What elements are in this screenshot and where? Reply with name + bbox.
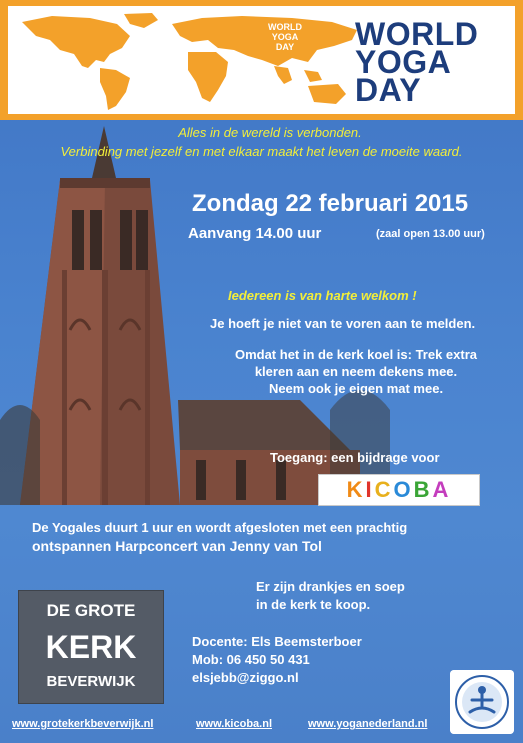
cold-line3: Neem ook je eigen mat mee. <box>268 381 444 396</box>
drinks-line1: Er zijn drankjes en soep <box>256 579 405 594</box>
cold-line1: Omdat het in de kerk koel is: Trek extra <box>234 347 478 362</box>
banner-inner <box>8 6 515 114</box>
header-banner <box>0 0 523 120</box>
drinks-line2: in de kerk te koop. <box>256 597 371 612</box>
admission-text: Toegang: een bijdrage voor <box>270 450 440 465</box>
grote-kerk-logo <box>18 590 164 704</box>
title-line2: YOGA <box>355 44 452 80</box>
contact-info <box>192 633 442 687</box>
church-name-line1: DE GROTE <box>46 601 136 620</box>
kicoba-letter: B <box>413 477 433 502</box>
cold-line2: kleren aan en neem dekens mee. <box>254 364 458 379</box>
map-logo-line1: WORLD <box>268 22 302 32</box>
drinks-text <box>256 578 506 614</box>
link-yoga-nederland[interactable]: www.yoganederland.nl <box>308 718 428 730</box>
kicoba-letter: K <box>346 477 366 502</box>
title-line3: DAY <box>355 72 422 108</box>
event-date: Zondag 22 februari 2015 <box>192 190 469 217</box>
no-registration-text: Je hoeft je niet van te voren aan te melden. <box>210 316 476 331</box>
intro-line2: Verbinding met jezelf en met elkaar maakt het leven de moeite waard. <box>60 144 463 159</box>
event-start: Aanvang 14.00 uur <box>188 225 322 242</box>
welcome-text: Iedereen is van harte welkom ! <box>228 288 417 303</box>
title-line1: WORLD <box>355 16 479 52</box>
kicoba-letter: A <box>432 477 452 502</box>
contact-mobile: Mob: 06 450 50 431 <box>192 652 310 667</box>
map-logo-line2: YOGA <box>271 32 299 42</box>
kicoba-letter: O <box>393 477 414 502</box>
link-kicoba[interactable]: www.kicoba.nl <box>196 718 272 730</box>
contact-teacher: Docente: Els Beemsterboer <box>192 634 362 649</box>
page-title <box>355 16 505 108</box>
kicoba-letter: I <box>365 477 375 502</box>
church-image <box>0 120 420 505</box>
cold-notice <box>200 346 512 397</box>
map-logo-line3: DAY <box>275 42 295 52</box>
lesson-line1: De Yogales duurt 1 uur en wordt afgesloten met een prachtig <box>32 520 408 535</box>
kicoba-letter: C <box>374 477 394 502</box>
lesson-line2: ontspannen Harpconcert van Jenny van Tol <box>32 538 322 554</box>
link-grote-kerk[interactable]: www.grotekerkbeverwijk.nl <box>12 718 154 730</box>
yoga-nederland-logo-icon <box>450 670 514 734</box>
church-name-line2: KERK <box>45 629 137 665</box>
world-yoga-day-map-logo <box>245 22 325 52</box>
event-doors: (zaal open 13.00 uur) <box>376 228 485 240</box>
intro-line1: Alles in de wereld is verbonden. <box>178 125 362 140</box>
contact-email: elsjebb@ziggo.nl <box>192 670 299 685</box>
kicoba-logo <box>318 474 480 506</box>
church-name-line3: BEVERWIJK <box>46 673 136 690</box>
